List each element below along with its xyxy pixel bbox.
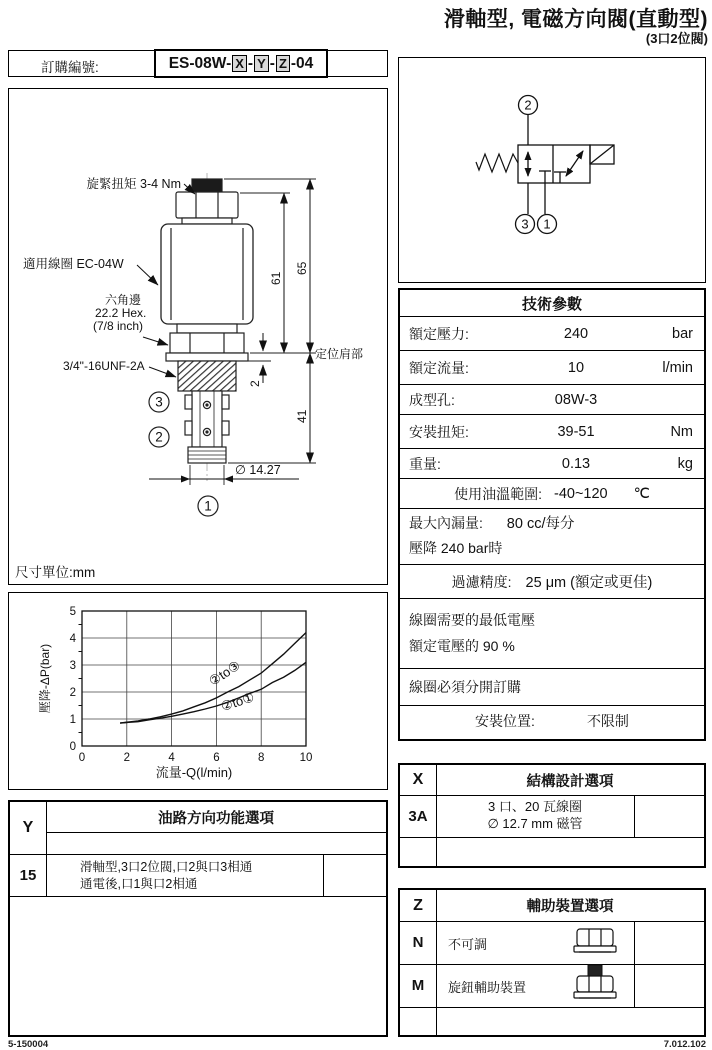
param-row-temp — [400, 478, 704, 508]
coil-body — [161, 224, 253, 324]
dia-arrow-left — [181, 476, 190, 483]
x-options-code: X — [412, 771, 424, 788]
x-option-desc-line1: 3 口、20 瓦線圈 — [488, 799, 582, 815]
dim-61: 61 — [269, 271, 283, 285]
valve-cross-section — [161, 179, 253, 463]
param-note: 壓降 240 bar時 — [409, 539, 503, 556]
param-row-leak — [400, 508, 704, 564]
y-option-row-code: 15 — [19, 866, 37, 884]
coil-label: 適用線圈 EC-04W — [23, 257, 124, 271]
part-number-x-option: X — [232, 55, 247, 72]
x-tick: 10 — [299, 752, 313, 764]
param-label: 過濾精度: — [451, 573, 512, 590]
page-footer — [8, 1039, 706, 1050]
param-row-mounting — [400, 705, 704, 736]
symbol-port1-number: 1 — [543, 216, 551, 232]
param-note: 額定電壓的 90 % — [409, 637, 515, 654]
param-row-pressure — [400, 316, 704, 350]
x-axis-label: 流量-Q(l/min) — [155, 765, 233, 780]
param-unit: ℃ — [633, 485, 650, 502]
param-row-flow — [400, 350, 704, 384]
param-value: 不限制 — [586, 713, 629, 729]
param-unit: kg — [677, 455, 693, 472]
spring-icon — [476, 154, 518, 172]
y-tick: 4 — [69, 633, 76, 645]
x-tick: 0 — [78, 752, 86, 764]
y-options-title: 油路方向功能選項 — [158, 810, 274, 827]
y-option-desc-line1: 滑軸型,3口2位閥,口2與口3相通 — [80, 860, 253, 874]
x-option-desc-line2: ∅ 12.7 mm 磁管 — [487, 816, 583, 831]
param-note: 線圈需要的最低電壓 — [409, 612, 535, 629]
part-number-sep: - — [269, 54, 275, 72]
param-value: -40~120 — [553, 485, 608, 502]
param-label: 使用油溫範圍: — [454, 485, 542, 502]
x-tick: 6 — [213, 752, 220, 764]
torque-label: 旋緊扭矩 3-4 Nm — [86, 177, 181, 191]
hex-flats — [170, 333, 244, 353]
dimension-unit-note: 尺寸單位:mm — [15, 565, 96, 580]
param-note: 線圈必須分開訂購 — [409, 679, 521, 695]
z-option-row-desc: 旋鈕輔助裝置 — [448, 980, 527, 995]
x-option-row-code: 3A — [408, 807, 428, 825]
x-tick: 8 — [257, 752, 265, 764]
param-row-cavity — [400, 384, 704, 414]
pressure-drop-chart-box — [8, 592, 388, 790]
page-title: 滑軸型, 電磁方向閥(直動型) — [443, 8, 708, 31]
y-tick: 1 — [69, 714, 76, 726]
chart-grid — [82, 611, 306, 746]
x-options-table — [398, 763, 706, 868]
param-value: 08W-3 — [554, 391, 598, 408]
param-row-weight — [400, 448, 704, 478]
param-value: 39-51 — [557, 423, 595, 440]
dim-2: 2 — [248, 380, 262, 387]
coil-nut — [176, 192, 238, 218]
page-subtitle: (3口2位閥) — [645, 31, 708, 46]
curve-label-2to3: ②to③ — [206, 657, 243, 689]
param-value: 80 cc/每分 — [506, 516, 575, 533]
param-label: 重量: — [409, 455, 441, 472]
footer-left-code: 5-150004 — [8, 1039, 49, 1050]
hex-label-line3: (7/8 inch) — [93, 319, 144, 333]
param-row-torque — [400, 414, 704, 448]
port2-balloon: 2 — [155, 429, 163, 445]
param-unit: bar — [672, 325, 693, 342]
part-number — [154, 49, 328, 78]
technical-parameters-table — [398, 288, 706, 741]
param-label: 安裝扭矩: — [409, 423, 469, 440]
hydraulic-symbol — [399, 58, 704, 281]
flow-path-1-2 — [566, 151, 583, 176]
dimension-drawing-box — [8, 88, 388, 585]
diameter-label: ∅ 14.27 — [235, 463, 281, 477]
z-options-code: Z — [413, 896, 423, 914]
param-value: 0.13 — [561, 455, 591, 472]
z-option-row-code: M — [411, 977, 425, 994]
z-options-title: 輔助裝置選項 — [526, 899, 614, 915]
dia-arrow-right — [224, 476, 233, 483]
param-unit: Nm — [670, 423, 693, 440]
dim-41: 41 — [295, 409, 309, 423]
y-options-table — [8, 800, 388, 1037]
y-tick: 5 — [69, 606, 76, 618]
y-axis-label: 壓降-ΔP(bar) — [38, 643, 52, 714]
z-option-row-code: N — [412, 934, 424, 951]
hex-label-line2: 22.2 Hex. — [95, 306, 147, 320]
y-tick: 2 — [69, 687, 76, 699]
param-label: 最大內漏量: — [409, 515, 483, 532]
footer-right-code: 7.012.102 — [663, 1039, 706, 1050]
x-option-row-desc — [436, 795, 634, 837]
dim-65: 65 — [295, 261, 309, 275]
valve-drawing — [9, 89, 386, 583]
hydraulic-symbol-box — [398, 57, 706, 283]
plot-frame — [82, 611, 306, 746]
params-title: 技術參數 — [521, 295, 582, 313]
hex-plug-icon — [570, 926, 620, 958]
y-options-code: Y — [22, 819, 34, 836]
part-number-y-option: Y — [254, 55, 269, 72]
symbol-port2-number: 2 — [524, 97, 532, 113]
param-row-coil-order — [400, 668, 704, 705]
y-tick: 0 — [69, 741, 76, 753]
part-number-prefix: ES-08W- — [168, 54, 232, 72]
valve-positions-body — [518, 145, 590, 183]
knurled-cap — [192, 179, 222, 192]
param-label: 額定流量: — [409, 359, 469, 376]
curve-label-2to1: ②to① — [219, 689, 257, 715]
cartridge-body — [192, 391, 222, 447]
hex-plug-knob-icon — [570, 964, 620, 1006]
port3-balloon: 3 — [155, 394, 163, 410]
param-row-coil-voltage — [400, 598, 704, 668]
hex-label-line1: 六角邊 — [105, 293, 142, 307]
param-label: 成型孔: — [409, 391, 455, 408]
pressure-drop-chart — [9, 593, 386, 788]
x-options-title: 結構設計選項 — [526, 773, 614, 790]
y-tick: 3 — [69, 660, 76, 672]
part-number-suffix: -04 — [290, 54, 314, 72]
port1-balloon: 1 — [204, 498, 212, 514]
param-row-filter — [400, 564, 704, 598]
y-option-row-desc — [80, 859, 320, 893]
param-label: 額定壓力: — [409, 325, 469, 342]
z-option-row-desc: 不可調 — [448, 937, 488, 952]
part-number-z-option: Z — [276, 55, 290, 72]
z-options-table — [398, 888, 706, 1037]
x-tick: 4 — [168, 752, 175, 764]
y-option-desc-line2: 通電後,口1與口2相通 — [80, 876, 198, 891]
param-value: 10 — [567, 359, 585, 376]
x-tick: 2 — [123, 752, 131, 764]
locating-shoulder — [166, 353, 248, 361]
order-number-label: 訂購編號: — [41, 60, 99, 75]
param-label: 安裝位置: — [475, 713, 535, 729]
thread-label: 3/4"-16UNF-2A — [63, 359, 145, 373]
param-unit: l/min — [662, 359, 693, 376]
shoulder-label: 定位肩部 — [315, 347, 364, 361]
symbol-port3-number: 3 — [521, 216, 529, 232]
part-number-sep: - — [247, 54, 254, 72]
thread-section — [178, 361, 236, 391]
param-value: 240 — [563, 325, 589, 342]
param-value: 25 μm (額定或更佳) — [525, 575, 653, 591]
order-number-box — [8, 50, 388, 77]
